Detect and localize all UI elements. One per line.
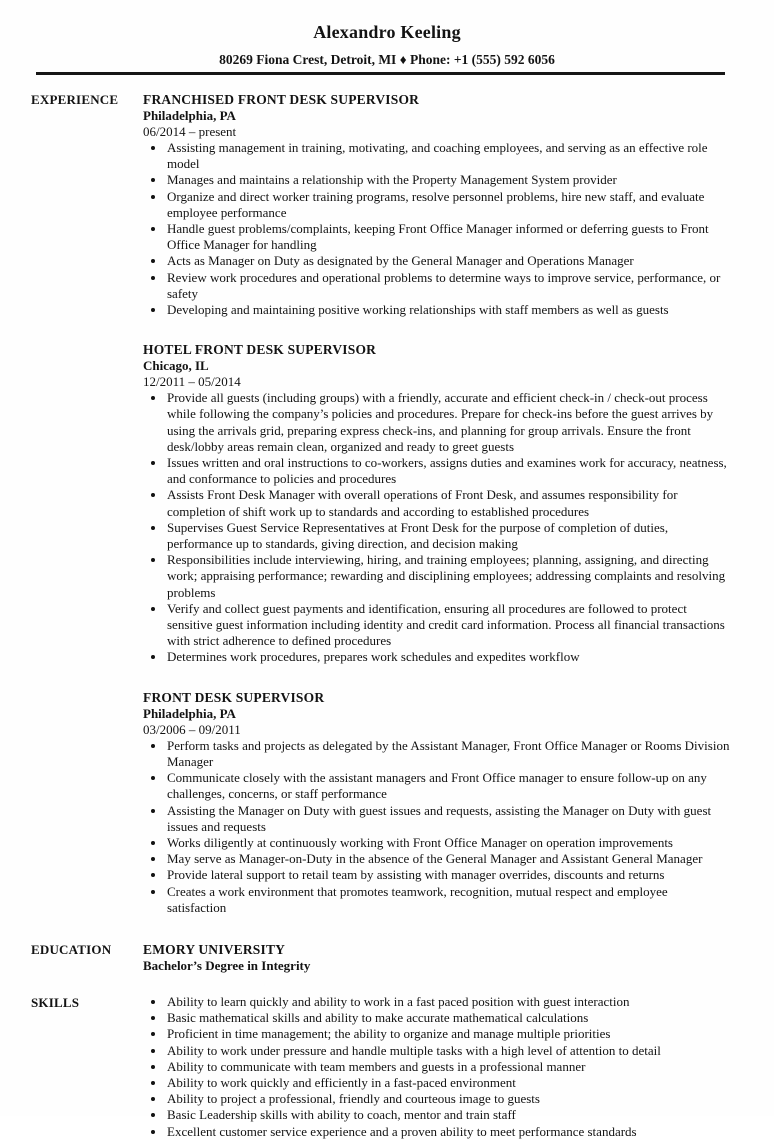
degree-name: Bachelor’s Degree in Integrity (143, 957, 311, 973)
experience-content (143, 91, 730, 916)
bullet-item: • Assisting management in training, motivating, and coaching employees, and serving as an effective role model (166, 140, 730, 172)
bullet-item: • Organize and direct worker training programs, resolve personnel problems, hire new staff, and evaluate employee performance (166, 189, 730, 221)
bullet-item: • Communicate closely with the assistant managers and Front Office manager to ensure follow-up on any challenges, concerns, or staff performance (166, 770, 730, 802)
bullet-item: • Provide lateral support to retail team by assisting with manager overrides, discounts and returns (166, 867, 730, 883)
bullet-item: • Supervises Guest Service Representatives at Front Desk for the purpose of completion of duties, performance up to standards, giving direction, and decision making (166, 520, 730, 552)
bullet-item: • Handle guest problems/complaints, keeping Front Office Manager informed or deferring guests to Front Office Manager for handling (166, 221, 730, 253)
experience-section-label: EXPERIENCE (31, 92, 119, 107)
job-bullet-list (143, 140, 730, 318)
job-entry (143, 91, 730, 318)
resume-body (0, 75, 774, 1140)
bullet-item: • Verify and collect guest payments and identification, ensuring all procedures are followed to protect sensitive guest information including identity and credit card information. Process all financial transactions with strict adherence to defined procedures (166, 601, 730, 650)
skills-content (143, 994, 730, 1140)
skill-item: • Ability to work under pressure and handle multiple tasks with a high level of attention to detail (166, 1043, 730, 1059)
bullet-item: • Issues written and oral instructions to co-workers, assigns duties and examines work for accuracy, neatness, and conformance to policies and procedures (166, 455, 730, 487)
job-bullet-list (143, 738, 730, 916)
job-title: FRONT DESK SUPERVISOR (143, 689, 325, 705)
person-name: Alexandro Keeling (313, 22, 461, 42)
school-name: EMORY UNIVERSITY (143, 941, 286, 957)
skill-item: • Proficient in time management; the ability to organize and manage multiple priorities (166, 1026, 730, 1042)
bullet-item: • Manages and maintains a relationship with the Property Management System provider (166, 172, 730, 188)
job-location: Philadelphia, PA (143, 108, 236, 123)
bullet-item: • Creates a work environment that promotes teamwork, recognition, mutual respect and employee satisfaction (166, 884, 730, 916)
job-dates: 03/2006 – 09/2011 (143, 721, 241, 737)
resume-header (0, 0, 774, 75)
job-entry (143, 341, 730, 665)
job-bullet-list (143, 390, 730, 665)
skills-section-label: SKILLS (31, 994, 80, 1010)
job-dates: 12/2011 – 05/2014 (143, 374, 241, 390)
section-education (0, 941, 774, 974)
job-title: HOTEL FRONT DESK SUPERVISOR (143, 342, 377, 358)
bullet-item: • Responsibilities include interviewing, hiring, and training employees; planning, assigning, and directing work; appraising performance; rewarding and disciplining employees; addressing complaints and resolving problems (166, 552, 730, 601)
contact-line: 80269 Fiona Crest, Detroit, MI ♦ Phone: +1 (555) 592 6056 (219, 52, 555, 67)
skill-item: • Basic mathematical skills and ability to make accurate mathematical calculations (166, 1010, 730, 1026)
skill-item: • Basic Leadership skills with ability to coach, mentor and train staff (166, 1107, 730, 1123)
job-location: Chicago, IL (143, 358, 209, 374)
section-skills (0, 994, 774, 1140)
skills-list (143, 994, 730, 1140)
bullet-item: • May serve as Manager-on-Duty in the absence of the General Manager and Assistant General Manager (166, 851, 730, 867)
education-section-label: EDUCATION (31, 941, 112, 957)
job-title: FRANCHISED FRONT DESK SUPERVISOR (143, 92, 420, 107)
bullet-item: • Determines work procedures, prepares work schedules and expedites workflow (166, 649, 730, 665)
bullet-item: • Developing and maintaining positive working relationships with staff members as well as guests (166, 302, 730, 318)
job-dates: 06/2014 – present (143, 124, 237, 139)
skill-item: • Excellent customer service experience and a proven ability to meet performance standards (166, 1124, 730, 1140)
bullet-item: • Acts as Manager on Duty as designated by the General Manager and Operations Manager (166, 253, 730, 269)
bullet-item: • Provide all guests (including groups) with a friendly, accurate and efficient check-in / check-out process while following the company’s policies and procedures. Prepare for check-ins before the guest arrives by using the arrivals grid, preparing express check-ins, and planning for group arrivals. Ensure the front desk/lobby areas remain clean, organized and ready to greet guests (166, 390, 730, 455)
education-content (143, 941, 730, 974)
bullet-item: • Assisting the Manager on Duty with guest issues and requests, assisting the Manager on Duty with guest issues and requests (166, 803, 730, 835)
bullet-item: • Perform tasks and projects as delegated by the Assistant Manager, Front Office Manager or Rooms Division Manager (166, 738, 730, 770)
section-experience (0, 91, 774, 916)
bullet-item: • Assists Front Desk Manager with overall operations of Front Desk, and assumes responsibility for completion of shift work up to standards and according to established procedures (166, 487, 730, 519)
skill-item: • Ability to project a professional, friendly and courteous image to guests (166, 1091, 730, 1107)
bullet-item: • Works diligently at continuously working with Front Office Manager on operation improvements (166, 835, 730, 851)
job-entry (143, 689, 730, 916)
bullet-item: • Review work procedures and operational problems to determine ways to improve service, performance, or safety (166, 270, 730, 302)
skill-item: • Ability to work quickly and efficiently in a fast-paced environment (166, 1075, 730, 1091)
skill-item: • Ability to learn quickly and ability to work in a fast paced position with guest interaction (166, 994, 730, 1010)
skill-item: • Ability to communicate with team members and guests in a professional manner (166, 1059, 730, 1075)
job-location: Philadelphia, PA (143, 705, 236, 721)
